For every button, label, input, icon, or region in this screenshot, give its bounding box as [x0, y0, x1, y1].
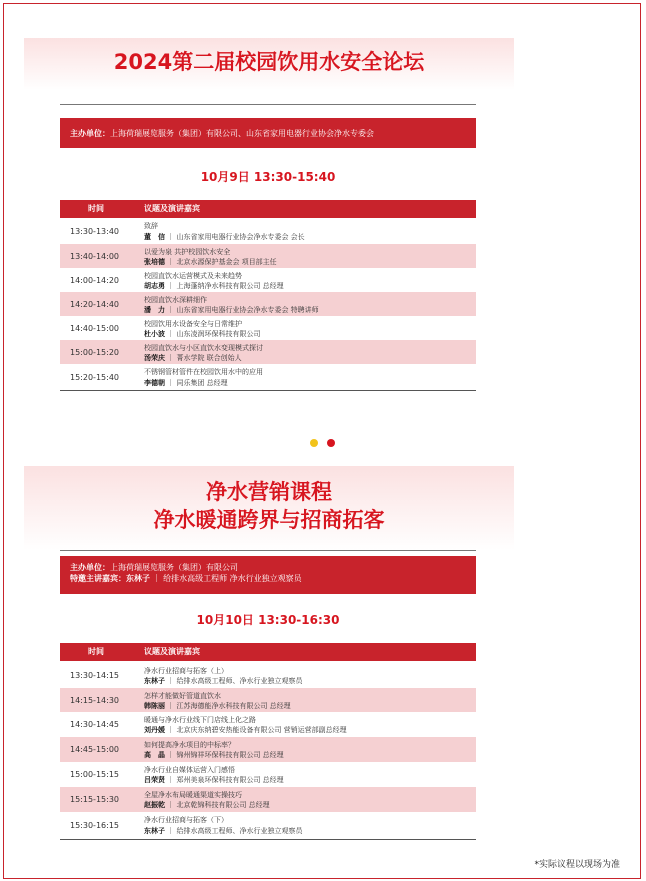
speaker-name: 董 信: [144, 233, 165, 241]
speaker-info: ｜ 北京乾锦科技有限公司 总经理: [167, 801, 270, 809]
speaker-info: ｜ 菁水学院 联合创始人: [167, 354, 242, 362]
speaker-info: ｜ 江苏海德能净水科技有限公司 总经理: [167, 702, 291, 710]
row-time: 15:30-16:15: [70, 821, 119, 830]
forum2-table-header: [60, 643, 476, 661]
table-row: [60, 244, 476, 268]
row-speaker: [144, 305, 319, 315]
row-topic: 不锈钢管材管件在校园饮用水中的应用: [144, 368, 263, 376]
row-topic: 净水行业自媒体运营入门感悟: [144, 766, 235, 774]
forum2-organizer-text: 上海荷瑞展览服务（集团）有限公司: [110, 563, 238, 572]
speaker-info: ｜ 给排水高级工程师、净水行业独立观察员: [167, 677, 303, 685]
row-speaker: [144, 329, 260, 339]
row-topic: 校园直饮水与小区直饮水变现模式探讨: [144, 344, 263, 352]
forum2-title: [24, 466, 514, 550]
speaker-name: 高 晶: [144, 751, 165, 759]
table-row: [60, 712, 476, 737]
table-row: [60, 340, 476, 364]
speaker-name: 刘丹媛: [144, 726, 165, 734]
row-speaker: [144, 257, 277, 267]
table-row: [60, 787, 476, 812]
header-topic: 议题及演讲嘉宾: [144, 204, 200, 213]
row-time: 14:45-15:00: [70, 745, 119, 754]
forum2-guest-name: 东林子: [126, 574, 150, 583]
speaker-info: ｜ 山东省家用电器行业协会净水专委会 会长: [167, 233, 305, 241]
speaker-info: ｜ 锦州锦祥环保科技有限公司 总经理: [167, 751, 284, 759]
forum1-divider: [60, 104, 476, 105]
forum1-table-bottom-rule: [60, 390, 476, 391]
speaker-name: 李德朝: [144, 379, 165, 387]
table-row: [60, 292, 476, 316]
row-topic: 校园直饮水运营模式及未来趋势: [144, 272, 242, 280]
table-row: [60, 812, 476, 839]
row-time: 14:00-14:20: [70, 276, 119, 285]
header-time: 时间: [88, 204, 104, 213]
forum1-organizer-text: 上海荷瑞展览服务（集团）有限公司、山东省家用电器行业协会净水专委会: [110, 129, 374, 138]
forum2-date: 10月10日 13:30-16:30: [196, 613, 340, 627]
forum1-title: 2024第二届校园饮用水安全论坛: [24, 38, 514, 90]
row-topic: 净水行业招商与拓客（上）: [144, 667, 228, 675]
speaker-name: 韩陈丽: [144, 702, 165, 710]
row-speaker: [144, 800, 270, 810]
forum1-banner-wrap: [24, 38, 514, 90]
speaker-name: 东林子: [144, 827, 165, 835]
carousel-dot[interactable]: [310, 439, 318, 447]
row-time: 14:15-14:30: [70, 696, 119, 705]
row-time: 13:30-14:15: [70, 671, 119, 680]
row-time: 15:20-15:40: [70, 373, 119, 382]
forum2-title-line2: 净水暖通跨界与招商拓客: [153, 508, 385, 532]
row-topic: 致辞: [144, 222, 158, 230]
forum2-agenda-table: [60, 643, 476, 840]
footnote: *实际议程以现场为准: [534, 860, 620, 870]
forum2-table-bottom-rule: [60, 839, 476, 840]
header-time: 时间: [88, 647, 104, 656]
table-row: [60, 364, 476, 390]
forum1-organizer: [60, 118, 476, 148]
table-row: [60, 268, 476, 292]
row-speaker: [144, 281, 284, 291]
row-time: 14:40-15:00: [70, 324, 119, 333]
speaker-info: ｜ 同乐集团 总经理: [167, 379, 228, 387]
row-topic: 校园饮用水设备安全与日常维护: [144, 320, 242, 328]
speaker-info: ｜ 山东凌润环保科技有限公司: [167, 330, 261, 338]
table-row: [60, 737, 476, 762]
row-time: 13:30-13:40: [70, 227, 119, 236]
row-topic: 以爱为泉 共护校园饮水安全: [144, 248, 231, 256]
row-speaker: [144, 725, 347, 735]
speaker-name: 杜小波: [144, 330, 165, 338]
row-time: 15:15-15:30: [70, 795, 119, 804]
row-time: 15:00-15:20: [70, 348, 119, 357]
forum1-date: 10月9日 13:30-15:40: [200, 170, 336, 184]
speaker-name: 潘 力: [144, 306, 165, 314]
row-time: 14:20-14:40: [70, 300, 119, 309]
row-time: 13:40-14:00: [70, 252, 119, 261]
speaker-info: ｜ 北京庆东纳碧安热能设备有限公司 营销运营部副总经理: [167, 726, 347, 734]
table-row: [60, 762, 476, 787]
speaker-info: ｜ 给排水高级工程师、净水行业独立观察员: [167, 827, 303, 835]
row-topic: 全屋净水布局暖通渠道实操技巧: [144, 791, 242, 799]
row-topic: 怎样才能做好管道直饮水: [144, 692, 221, 700]
speaker-info: ｜ 上海蓬纳净水科技有限公司 总经理: [167, 282, 284, 290]
speaker-name: 汤荣庆: [144, 354, 165, 362]
speaker-name: 胡志勇: [144, 282, 165, 290]
forum2-divider: [60, 550, 476, 551]
speaker-name: 东林子: [144, 677, 165, 685]
forum1-organizer-label: 主办单位：: [70, 129, 110, 138]
row-topic: 如何提高净水项目的中标率？: [144, 741, 235, 749]
speaker-info: ｜ 山东省家用电器行业协会净水专委会 特聘讲师: [167, 306, 319, 314]
row-topic: 净水行业招商与拓客（下）: [144, 816, 228, 824]
forum2-banner-wrap: [24, 466, 514, 550]
row-topic: 校园直饮水深耕细作: [144, 296, 207, 304]
speaker-info: ｜ 郑州美泉环保科技有限公司 总经理: [167, 776, 284, 784]
row-speaker: [144, 232, 305, 242]
forum1-agenda-table: [60, 200, 476, 391]
row-topic: 暖通与净水行业线下门店线上化之路: [144, 716, 256, 724]
row-speaker: [144, 775, 284, 785]
carousel-dot-active[interactable]: [327, 439, 335, 447]
forum2-guest-text: ｜ 给排水高级工程师 净水行业独立观察员: [152, 574, 302, 583]
forum2-organizer-label: 主办单位：: [70, 563, 110, 572]
row-speaker: [144, 676, 302, 686]
speaker-name: 张培德: [144, 258, 165, 266]
speaker-name: 吕荣贤: [144, 776, 165, 784]
table-row: [60, 316, 476, 340]
table-row: [60, 688, 476, 712]
header-topic: 议题及演讲嘉宾: [144, 647, 200, 656]
row-speaker: [144, 750, 284, 760]
speaker-name: 赵振乾: [144, 801, 165, 809]
row-time: 14:30-14:45: [70, 720, 119, 729]
row-time: 15:00-15:15: [70, 770, 119, 779]
forum2-title-line1: 净水营销课程: [206, 480, 332, 504]
speaker-info: ｜ 北京水源保护基金会 项目部主任: [167, 258, 277, 266]
row-speaker: [144, 353, 242, 363]
forum1-table-header: [60, 200, 476, 218]
table-row: [60, 661, 476, 688]
forum2-guest-label: 特邀主讲嘉宾：: [70, 574, 126, 583]
row-speaker: [144, 701, 291, 711]
table-row: [60, 218, 476, 244]
carousel-dots: [310, 432, 344, 451]
row-speaker: [144, 826, 302, 836]
row-speaker: [144, 378, 228, 388]
forum2-organizer: [60, 556, 476, 594]
